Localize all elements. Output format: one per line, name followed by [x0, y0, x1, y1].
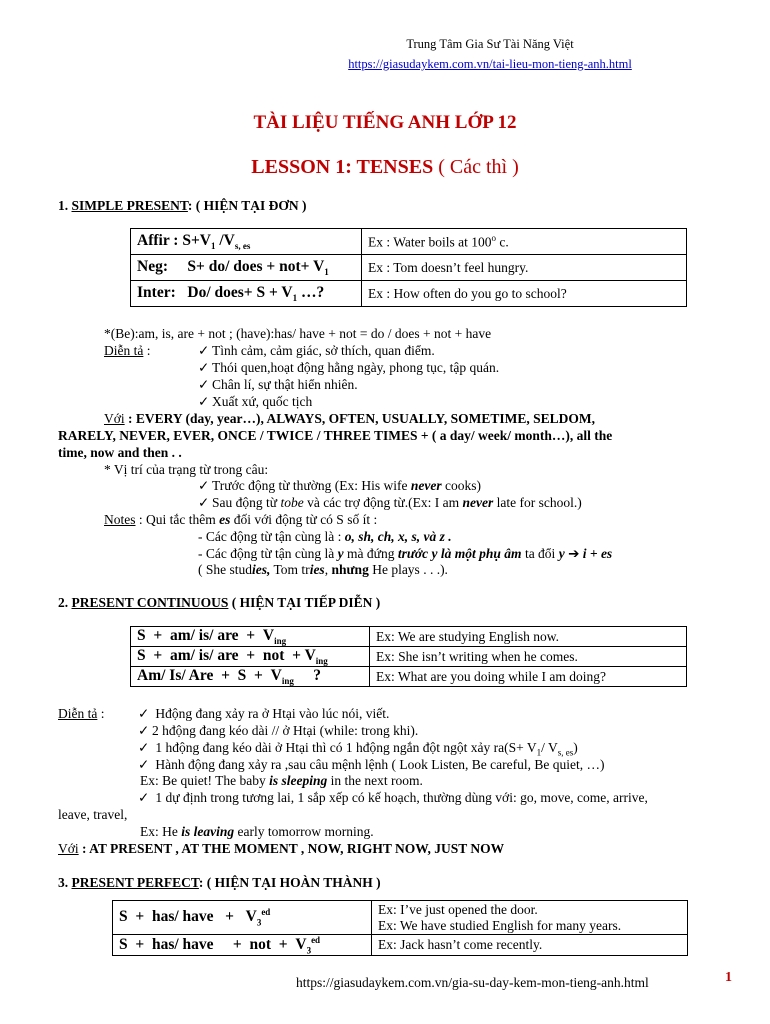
interrogative-formula: Inter: Do/ does+ $S + V_1$ …?	[131, 281, 362, 307]
example-line: Ex: Be quiet! The baby is sleeping in the next room.	[140, 773, 423, 788]
affirmative-formula: Affir : $S+V_1$ $/V_{s, es}$	[131, 229, 362, 255]
section-2-heading: 2. PRESENT CONTINUOUS ( HIỆN TẠI TIẾP DIỄN )	[58, 595, 381, 610]
use-item: ✓ Chân lí, sự thật hiển nhiên.	[198, 377, 358, 392]
checkmark-icon: ✓	[198, 495, 210, 510]
affirmative-examples: Ex: I’ve just opened the door. Ex: We have studied English for many years.	[372, 901, 688, 935]
negative-example: Ex : Tom doesn’t feel hungry.	[362, 255, 687, 281]
simple-present-table	[130, 228, 687, 307]
checkmark-icon: ✓	[138, 723, 150, 738]
section-3-heading: 3. PRESENT PERFECT: ( HIỆN TẠI HOÀN THÀNH )	[58, 875, 381, 890]
interrogative-example: Ex : How often do you go to school?	[362, 281, 687, 307]
lesson-sub: ( Các thì )	[433, 156, 519, 178]
lesson-main: LESSON 1: TENSES	[251, 156, 434, 178]
page-header	[300, 34, 680, 74]
notes-line: Notes : Qui tắc thêm es đối với động từ có S số ít :	[104, 512, 378, 527]
example-line: Ex: He is leaving early tomorrow morning.	[140, 824, 374, 839]
header-link[interactable]: https://giasudaykem.com.vn/tai-lieu-mon-tieng-anh.html	[348, 57, 632, 71]
voi-line-3: time, now and then . .	[58, 445, 182, 460]
negative-example: Ex: Jack hasn’t come recently.	[372, 935, 688, 956]
negative-formula: S + am/ is/ are + not + $V_{ing}$	[131, 647, 370, 667]
notes-rule-2: - Các động từ tận cùng là y mà đứng trước y là một phụ âm ta đổi y ➔ i + es	[198, 546, 613, 561]
use-item: ✓ Xuất xứ, quốc tịch	[198, 394, 313, 409]
checkmark-icon: ✓	[138, 790, 150, 805]
document-title: TÀI LIỆU TIẾNG ANH LỚP 12	[253, 112, 517, 133]
affirmative-example: Ex: We are studying English now.	[370, 627, 687, 647]
present-perfect-table	[112, 900, 688, 956]
section-2-title: PRESENT CONTINUOUS	[71, 595, 229, 610]
adverb-position-2: ✓ Sau động từ tobe và các trợ động từ.(Ex: I am never late for school.)	[198, 495, 582, 510]
use-item: ✓ 2 hđộng đang kéo dài // ở Htại (while: trong khi).	[138, 723, 419, 738]
use-item: ✓ 1 dự định trong tương lai, 1 sắp xếp có kế hoạch, thường dùng với: go, move, come, arrive,	[138, 790, 648, 805]
negative-formula: S + has/ have + not + $V_3^{ed}$	[113, 935, 372, 956]
dien-ta-label: Diễn tả :	[104, 343, 151, 358]
be-note: *(Be):am, is, are + not ; (have):has/ have + not = do / does + not + have	[104, 326, 492, 341]
section-1-heading: 1. SIMPLE PRESENT: ( HIỆN TẠI ĐƠN )	[58, 198, 307, 213]
affirmative-example: Ex : Water boils at 100$^o$ c.	[362, 229, 687, 255]
checkmark-icon: ✓	[198, 377, 210, 392]
use-item: ✓ Tình cảm, cảm giác, sở thích, quan điểm.	[198, 343, 435, 358]
use-item: ✓ Hành động đang xảy ra ,sau câu mệnh lệnh ( Look Listen, Be careful, Be quiet, …)	[138, 757, 605, 772]
notes-rule-1: - Các động từ tận cùng là : o, sh, ch, x, s, và z .	[198, 529, 452, 544]
checkmark-icon: ✓	[138, 706, 150, 721]
present-continuous-table	[130, 626, 687, 687]
affirmative-formula: S + has/ have + $V_3^{ed}$	[113, 901, 372, 935]
voi-line-1: Với : EVERY (day, year…), ALWAYS, OFTEN, USUALLY, SOMETIME, SELDOM,	[104, 411, 596, 426]
footer-link[interactable]: https://giasudaykem.com.vn/gia-su-day-kem-mon-tieng-anh.html	[296, 975, 649, 990]
lesson-title	[0, 156, 770, 179]
use-item: ✓ Thói quen,hoạt động hằng ngày, phong tục, tập quán.	[198, 360, 500, 375]
page-number: 1	[725, 970, 732, 985]
notes-example: ( She studies, Tom tries, nhưng He plays . . .).	[198, 562, 448, 577]
affirmative-formula: S + am/ is/ are + $V_{ing}$	[131, 627, 370, 647]
use-item-continued: leave, travel,	[58, 807, 128, 822]
checkmark-icon: ✓	[138, 757, 150, 772]
section-3-title: PRESENT PERFECT	[71, 875, 199, 890]
checkmark-icon: ✓	[198, 394, 210, 409]
interrogative-example: Ex: What are you doing while I am doing?	[370, 667, 687, 687]
section-1-title: SIMPLE PRESENT	[71, 198, 188, 213]
arrow-right-icon: ➔	[568, 546, 580, 561]
negative-example: Ex: She isn’t writing when he comes.	[370, 647, 687, 667]
checkmark-icon: ✓	[198, 343, 210, 358]
interrogative-formula: Am/ Is/ Are + $S + V_{ing}$ ?	[131, 667, 370, 687]
adverb-position-title: * Vị trí của trạng từ trong câu:	[104, 462, 269, 477]
voi-line: Với : AT PRESENT , AT THE MOMENT , NOW, RIGHT NOW, JUST NOW	[58, 841, 505, 856]
voi-line-2: RARELY, NEVER, EVER, ONCE / TWICE / THREE TIMES + ( a day/ week/ month…), all the	[58, 428, 613, 443]
checkmark-icon: ✓	[198, 478, 210, 493]
center-name: Trung Tâm Gia Sư Tài Năng Việt	[406, 37, 574, 51]
negative-formula: Neg: S+ do/ does + $not+ V_1$	[131, 255, 362, 281]
use-item: ✓ Hđộng đang xảy ra ở Htại vào lúc nói, viết.	[138, 706, 390, 721]
adverb-position-1: ✓ Trước động từ thường (Ex: His wife never cooks)	[198, 478, 481, 493]
use-item: ✓ 1 hđộng đang kéo dài ở Htại thì có 1 hđộng ngắn đột ngột xảy $ra(S+ V_1/$ $V_{s, es}$)	[138, 740, 578, 758]
checkmark-icon: ✓	[198, 360, 210, 375]
dien-ta-label: Diễn tả :	[58, 706, 105, 721]
checkmark-icon: ✓	[138, 740, 150, 755]
